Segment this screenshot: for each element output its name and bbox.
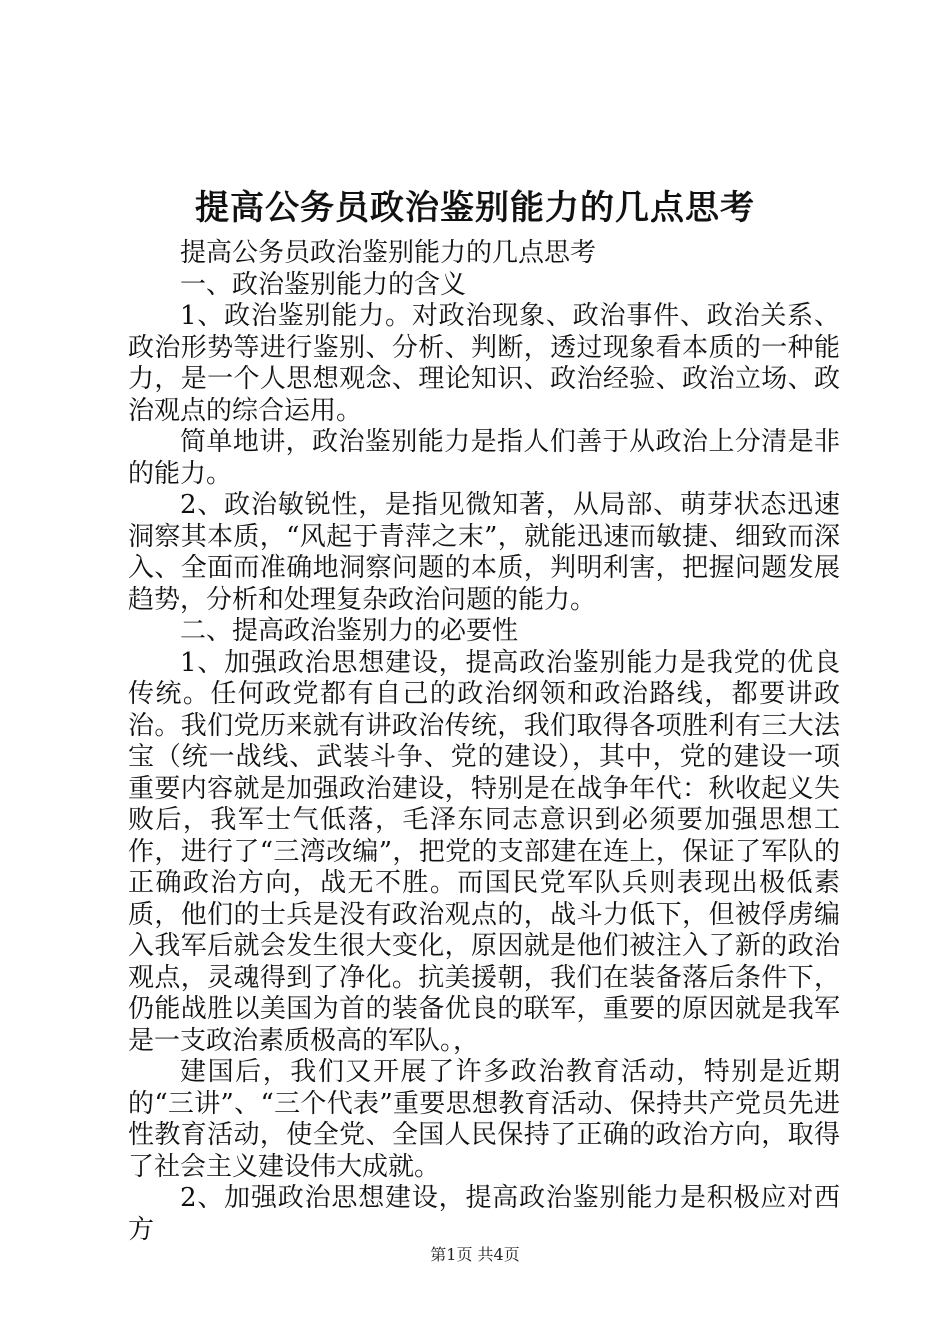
document-body [128,238,840,1246]
paragraph-subtitle: 提高公务员政治鉴别能力的几点思考 [180,238,597,268]
paragraph: 1、政治鉴别能力。对政治现象、政治事件、政治关系、政治形势等进行鉴别、分析、判断，透过现象看本质的一种能力，是一个人思想观念、理论知识、政治经验、政治立场、政治观点的综合运用。 [128,301,840,426]
paragraph: 简单地讲，政治鉴别能力是指人们善于从政治上分清是非的能力。 [128,427,840,489]
paragraph: 1、加强政治思想建设，提高政治鉴别能力是我党的优良传统。任何政党都有自己的政治纲领和政治路线，都要讲政治。我们党历来就有讲政治传统，我们取得各项胜利有三大法宝（统一战线、武装斗争、党的建设），其中，党的建设一项重要内容就是加强政治建设，特别是在战争年代：秋收起义失败后，我军士气低落，毛泽东同志意识到必须要加强思想工作，进行了“三湾改编”，把党的支部建在连上，保证了军队的正确政治方向，战无不胜。而国民党军队兵则表现出极低素质，他们的士兵是没有政治观点的，战斗力低下，但被俘虏编入我军后就会发生很大变化，原因就是他们被注入了新的政治观点，灵魂得到了净化。抗美援朝，我们在装备落后条件下，仍能战胜以美国为首的装备优良的联军，重要的原因就是我军是一支政治素质极高的军队。， [128,647,840,1056]
paragraph: 2、加强政治思想建设，提高政治鉴别能力是积极应对西方 [128,1183,840,1245]
paragraph: 建国后，我们又开展了许多政治教育活动，特别是近期的“三讲”、“三个代表”重要思想教育活动、保持共产党员先进性教育活动，使全党、全国人民保持了正确的政治方向，取得了社会主义建设伟大成就。 [128,1057,840,1182]
section-heading-2: 二、提高政治鉴别力的必要性 [180,616,519,646]
page-number-footer: 第1页 共4页 [430,1245,520,1264]
document-title: 提高公务员政治鉴别能力的几点思考 [195,188,755,228]
section-heading-1: 一、政治鉴别能力的含义 [180,269,467,300]
paragraph: 2、政治敏锐性，是指见微知著，从局部、萌芽状态迅速洞察其本质，“风起于青萍之末”，就能迅速而敏捷、细致而深入、全面而准确地洞察问题的本质，判明利害，把握问题发展趋势，分析和处理复杂政治问题的能力。 [128,490,840,615]
